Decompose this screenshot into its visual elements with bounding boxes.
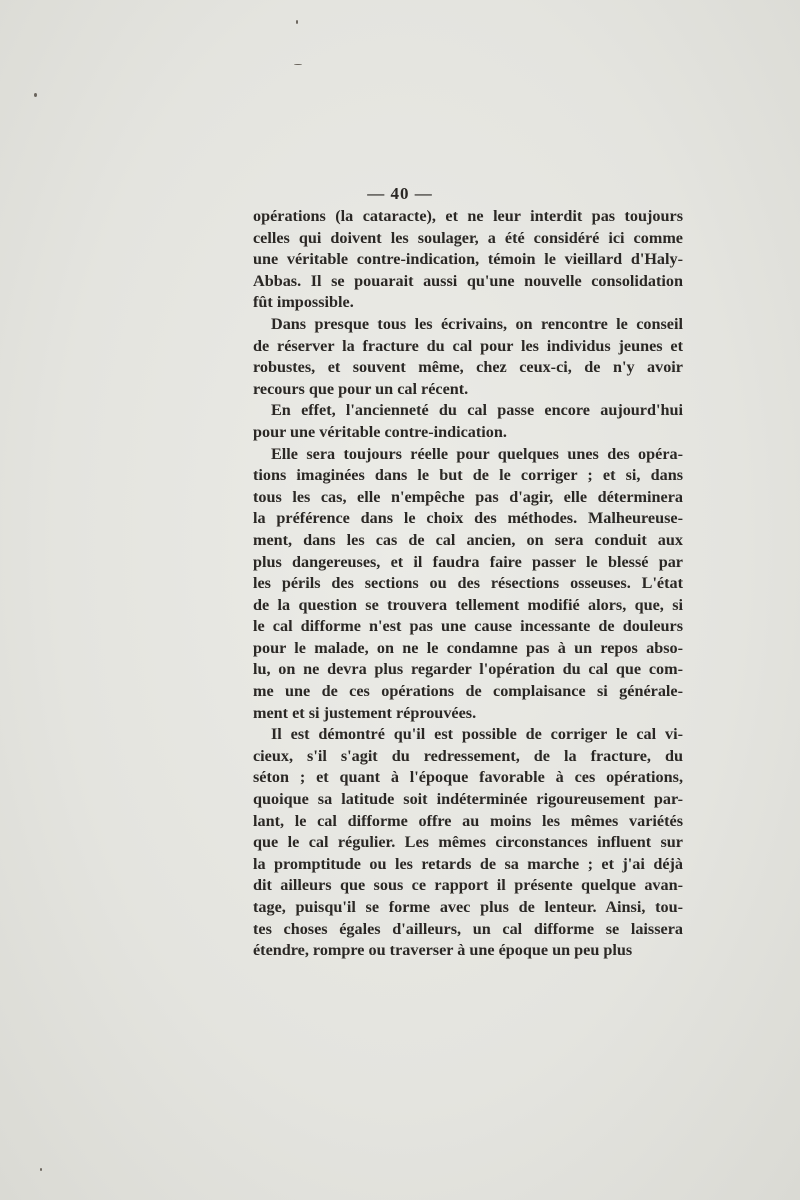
paragraph <box>253 314 683 400</box>
text-line: une véritable contre-indication, témoin le vieillard d'Haly- <box>253 250 683 269</box>
text-line: lant, le cal difforme offre au moins les mêmes variétés <box>253 811 683 830</box>
text-line: séton ; et quant à l'époque favorable à ces opérations, <box>253 768 683 787</box>
paper-speck <box>40 1168 42 1171</box>
text-line: Elle sera toujours réelle pour quelques unes des opéra- <box>271 444 683 463</box>
paragraph <box>253 206 683 314</box>
text-line: ment, dans les cas de cal ancien, on sera conduit aux <box>253 530 683 549</box>
text-line: Dans presque tous les écrivains, on rencontre le conseil <box>271 314 683 333</box>
text-line: que le cal régulier. Les mêmes circonstances influent sur <box>253 833 683 852</box>
text-line: recours que pour un cal récent. <box>253 379 469 398</box>
text-line: le cal difforme n'est pas une cause incessante de douleurs <box>253 617 683 636</box>
paper-speck <box>296 20 298 24</box>
page-number: — 40 — <box>367 184 433 203</box>
text-line: tes choses égales d'ailleurs, un cal difforme se laissera <box>253 919 683 938</box>
text-line: étendre, rompre ou traverser à une époque un peu plus <box>253 941 633 960</box>
paragraph <box>253 724 683 962</box>
text-line: tage, puisqu'il se forme avec plus de lenteur. Ainsi, tou- <box>253 898 683 916</box>
body-text <box>253 206 683 962</box>
text-line: lu, on ne devra plus regarder l'opération du cal que com- <box>253 660 683 679</box>
text-line: dit ailleurs que sous ce rapport il présente quelque avan- <box>253 876 683 895</box>
text-line: tous les cas, elle n'empêche pas d'agir, elle déterminera <box>253 487 683 506</box>
text-line: plus dangereuses, et il faudra faire passer le blessé par <box>253 552 683 571</box>
text-line: celles qui doivent les soulager, a été considéré ici comme <box>253 228 683 247</box>
text-line: la promptitude ou les retards de sa marche ; et j'ai déjà <box>253 854 683 873</box>
text-line: quoique sa latitude soit indéterminée rigoureusement par- <box>253 790 683 809</box>
text-line: En effet, l'ancienneté du cal passe encore aujourd'hui <box>271 401 683 420</box>
text-line: me une de ces opérations de complaisance si générale- <box>253 682 683 701</box>
text-line: pour une véritable contre-indication. <box>253 422 507 441</box>
text-line: de réserver la fracture du cal pour les individus jeunes et <box>253 336 683 355</box>
text-line: Abbas. Il se pouarait aussi qu'une nouvelle consolidation <box>253 271 683 290</box>
paper-speck <box>294 64 302 65</box>
text-line: les périls des sections ou des résections osseuses. L'état <box>253 574 683 593</box>
text-line: cieux, s'il s'agit du redressement, de la fracture, du <box>253 746 683 765</box>
text-line: tions imaginées dans le but de le corriger ; et si, dans <box>253 466 683 485</box>
paragraph <box>253 444 683 725</box>
text-line: la préférence dans le choix des méthodes. Malheureuse- <box>253 509 683 528</box>
text-line: de la question se trouvera tellement modifié alors, que, si <box>253 595 683 614</box>
text-line: robustes, et souvent même, chez ceux-ci, de n'y avoir <box>253 358 683 377</box>
text-line: ment et si justement réprouvées. <box>253 703 477 722</box>
text-line: opérations (la cataracte), et ne leur interdit pas toujours <box>253 207 683 225</box>
paper-speck <box>34 93 37 97</box>
text-line: fût impossible. <box>253 293 354 312</box>
text-line: pour le malade, on ne le condamne pas à un repos abso- <box>253 638 683 657</box>
text-line: Il est démontré qu'il est possible de corriger le cal vi- <box>271 725 683 744</box>
paragraph <box>253 400 683 443</box>
